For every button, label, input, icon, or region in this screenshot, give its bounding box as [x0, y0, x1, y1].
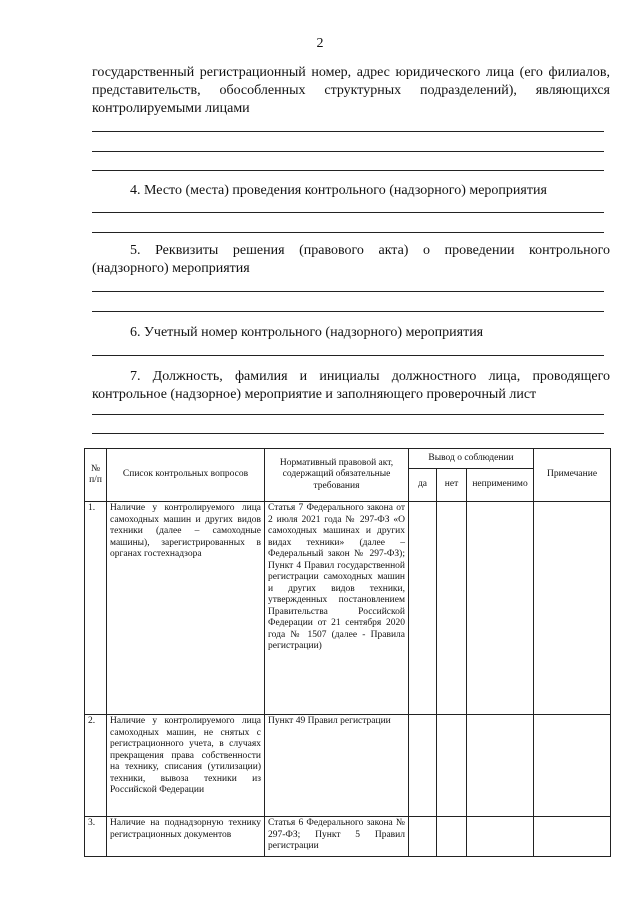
- fill-line: [92, 414, 604, 415]
- table-row: [85, 715, 611, 817]
- fill-line: [92, 291, 604, 292]
- fill-line: [92, 311, 604, 312]
- row-number: 1.: [85, 502, 107, 715]
- header-na: неприменимо: [467, 469, 534, 502]
- cell-note[interactable]: [534, 715, 611, 817]
- cell-yes[interactable]: [409, 715, 437, 817]
- table-row: [85, 502, 611, 715]
- fill-line: [92, 355, 604, 356]
- fill-line: [92, 170, 604, 171]
- cell-no[interactable]: [437, 817, 467, 857]
- cell-na[interactable]: [467, 817, 534, 857]
- cell-note[interactable]: [534, 817, 611, 857]
- header-no: нет: [437, 469, 467, 502]
- page-number: 2: [316, 36, 324, 51]
- fill-line: [92, 212, 604, 213]
- row-legal-act: Статья 6 Федерального закона № 297-ФЗ; Пункт 5 Правил регистрации: [265, 817, 409, 857]
- header-questions: Список контрольных вопросов: [107, 449, 265, 502]
- table-row: [85, 817, 611, 857]
- header-num: № п/п: [85, 449, 107, 502]
- header-yes: да: [409, 469, 437, 502]
- fill-line: [92, 131, 604, 132]
- cell-no[interactable]: [437, 715, 467, 817]
- section-5-heading: 5. Реквизиты решения (правового акта) о проведении контрольного (надзорного) мероприятия: [92, 243, 610, 276]
- fill-line: [92, 151, 604, 152]
- header-note: Примечание: [534, 449, 611, 502]
- fill-line: [92, 433, 604, 434]
- cell-note[interactable]: [534, 502, 611, 715]
- row-question: Наличие у контролируемого лица самоходных машин и других видов техники (далее – самоходные машины), зарегистрированных в органах гостехнадзора: [107, 502, 265, 715]
- section-4-heading: 4. Место (места) проведения контрольного (надзорного) мероприятия: [130, 183, 547, 198]
- cell-na[interactable]: [467, 715, 534, 817]
- row-legal-act: Пункт 49 Правил регистрации: [265, 715, 409, 817]
- row-number: 3.: [85, 817, 107, 857]
- checklist-table: [84, 448, 611, 857]
- intro-paragraph: государственный регистрационный номер, адрес юридического лица (его филиалов, представительств, обособленных структурных подразделений), являющихся контролируемыми лицами: [92, 65, 610, 116]
- row-question: Наличие у контролируемого лица самоходных машин, не снятых с регистрационного учета, в случаях прекращения права собственности на технику, списания (утилизации) техники, вывоза техники из Российской Федерации: [107, 715, 265, 817]
- cell-yes[interactable]: [409, 502, 437, 715]
- cell-no[interactable]: [437, 502, 467, 715]
- header-act: Нормативный правовой акт, содержащий обязательные требования: [265, 449, 409, 502]
- section-6-heading: 6. Учетный номер контрольного (надзорного) мероприятия: [130, 325, 484, 340]
- row-number: 2.: [85, 715, 107, 817]
- row-legal-act: Статья 7 Федерального закона от 2 июля 2021 года № 297-ФЗ «О самоходных машинах и других видах техники» (далее – Федеральный закон № 297-ФЗ); Пункт 4 Правил государственной регистрации самоходных машин и других видов техники, утвержденных постановлением Правительства Российской Федерации от 21 сентября 2020 года № 1507 (далее - Правила регистрации): [265, 502, 409, 715]
- cell-yes[interactable]: [409, 817, 437, 857]
- header-conclusion: Вывод о соблюдении: [409, 449, 534, 469]
- section-7-heading: 7. Должность, фамилия и инициалы должностного лица, проводящего контрольное (надзорное) мероприятие и заполняющего проверочный лист: [92, 369, 610, 402]
- row-question: Наличие на поднадзорную технику регистрационных документов: [107, 817, 265, 857]
- cell-na[interactable]: [467, 502, 534, 715]
- fill-line: [92, 232, 604, 233]
